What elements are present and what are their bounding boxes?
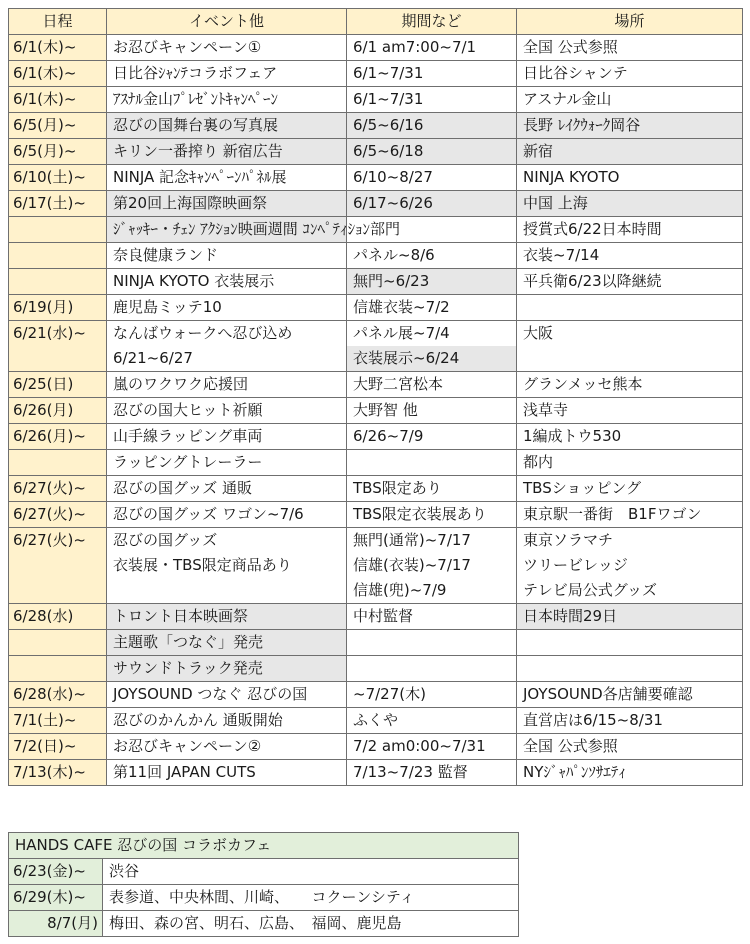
place-line: 日比谷シャンテ (523, 64, 628, 82)
period-cell (347, 760, 517, 786)
event-line: 忍びの国グッズ ワゴン~7/6 (113, 505, 304, 523)
table-row (9, 61, 743, 87)
cafe-title: HANDS CAFE 忍びの国 コラボカフェ (9, 833, 519, 859)
place-line: 浅草寺 (523, 401, 569, 419)
date-cell: 6/10(土)~ (9, 165, 107, 191)
place-cell (517, 424, 743, 450)
place-line: ツリービレッジ (523, 556, 628, 574)
table-row (9, 502, 743, 528)
date-cell: 6/19(月) (9, 295, 107, 321)
period-cell (347, 35, 517, 61)
period-cell (347, 734, 517, 760)
period-cell (347, 528, 517, 604)
period-line: ~7/27(木) (353, 685, 426, 703)
cafe-locations: 梅田、森の宮、明石、広島、 福岡、鹿児島 (103, 911, 519, 937)
place-cell (517, 528, 743, 604)
period-line: TBS限定あり (353, 479, 442, 497)
place-line: 平兵衛6/23以降継続 (523, 272, 662, 290)
place-cell (517, 398, 743, 424)
place-cell (517, 35, 743, 61)
event-line: ｱｽﾅﾙ金山ﾌﾟﾚｾﾞﾝﾄｷｬﾝﾍﾟｰﾝ (113, 90, 279, 108)
period-cell (347, 269, 517, 295)
event-cell (107, 139, 347, 165)
event-cell (107, 476, 347, 502)
header-date: 日程 (9, 9, 107, 35)
period-line: 6/1~7/31 (353, 64, 424, 82)
table-row (9, 191, 743, 217)
place-cell (517, 191, 743, 217)
date-cell: 6/26(月) (9, 398, 107, 424)
period-cell (347, 476, 517, 502)
event-cell (107, 321, 347, 372)
place-cell (517, 656, 743, 682)
date-cell: 7/2(日)~ (9, 734, 107, 760)
period-line: パネル~8/6 (353, 246, 435, 264)
period-cell (347, 604, 517, 630)
place-line: 衣装~7/14 (523, 246, 600, 264)
event-line: キリン一番搾り 新宿広告 (113, 142, 283, 160)
place-line: 東京ソラマチ (523, 531, 614, 549)
date-cell (9, 656, 107, 682)
event-line: 主題歌「つなぐ」発売 (113, 633, 264, 651)
place-line: テレビ局公式グッズ (523, 581, 657, 599)
period-line: 無門~6/23 (353, 272, 430, 290)
period-cell (347, 113, 517, 139)
place-cell (517, 61, 743, 87)
table-row (9, 87, 743, 113)
date-cell: 6/28(水) (9, 604, 107, 630)
cafe-table (8, 832, 519, 937)
period-line: 7/13~7/23 監督 (353, 763, 468, 781)
place-line: 中国 上海 (523, 194, 588, 212)
cafe-row (9, 911, 519, 937)
event-cell (107, 113, 347, 139)
event-line: なんばウォークへ忍び込め (113, 324, 293, 342)
date-cell: 6/1(木)~ (9, 61, 107, 87)
place-cell (517, 113, 743, 139)
place-cell (517, 734, 743, 760)
place-cell (517, 630, 743, 656)
period-line: 6/1~7/31 (353, 90, 424, 108)
period-line: 信雄(衣装)~7/17 (353, 556, 471, 574)
period-line: 6/5~6/16 (353, 116, 424, 134)
table-row (9, 682, 743, 708)
date-cell: 7/13(木)~ (9, 760, 107, 786)
place-line: NINJA KYOTO (523, 168, 620, 186)
cafe-date: 6/23(金)~ (9, 859, 103, 885)
event-line: 第11回 JAPAN CUTS (113, 763, 256, 781)
date-cell: 6/27(火)~ (9, 502, 107, 528)
place-line: JOYSOUND各店舗要確認 (523, 685, 693, 703)
event-cell (107, 656, 347, 682)
place-line: 日本時間29日 (523, 607, 618, 625)
period-line: 信雄衣装~7/2 (353, 298, 450, 316)
event-line: ｼﾞｬｯｷｰ・ﾁｪﾝ ｱｸｼｮﾝ映画週間 ｺﾝﾍﾟﾃｨｼｮﾝ部門 (113, 220, 401, 238)
period-cell (347, 165, 517, 191)
place-line: 1編成トウ530 (523, 427, 622, 445)
period-line: 6/26~7/9 (353, 427, 424, 445)
period-line: 6/5~6/18 (353, 142, 424, 160)
period-line: 大野二宮松本 (353, 375, 444, 393)
event-line (113, 578, 346, 603)
date-cell: 6/26(月)~ (9, 424, 107, 450)
event-cell (107, 295, 347, 321)
period-line: 無門(通常)~7/17 (353, 531, 471, 549)
event-cell (107, 708, 347, 734)
place-cell (517, 476, 743, 502)
place-cell (517, 243, 743, 269)
date-cell: 7/1(土)~ (9, 708, 107, 734)
period-cell (347, 191, 517, 217)
table-row (9, 295, 743, 321)
period-cell (347, 243, 517, 269)
event-line: JOYSOUND つなぐ 忍びの国 (113, 685, 308, 703)
place-cell (517, 604, 743, 630)
period-cell (347, 656, 517, 682)
date-cell: 6/1(木)~ (9, 87, 107, 113)
place-cell (517, 321, 743, 372)
cafe-row (9, 859, 519, 885)
place-cell (517, 87, 743, 113)
header-place: 場所 (517, 9, 743, 35)
place-line: 長野 ﾚｲｸｳｫｰｸ岡谷 (523, 116, 641, 134)
period-line (353, 450, 516, 475)
event-cell (107, 528, 347, 604)
period-line: パネル展~7/4 (353, 324, 450, 342)
period-line: 6/1 am7:00~7/1 (353, 38, 477, 56)
period-line: 7/2 am0:00~7/31 (353, 737, 486, 755)
event-cell (107, 243, 347, 269)
place-line: 大阪 (523, 324, 554, 342)
table-row (9, 243, 743, 269)
cafe-locations: 表参道、中央林間、川崎、 コクーンシティ (103, 885, 519, 911)
table-row (9, 604, 743, 630)
period-line: 6/17~6/26 (353, 194, 433, 212)
event-line: 奈良健康ランド (113, 246, 219, 264)
table-row (9, 321, 743, 372)
event-cell (107, 35, 347, 61)
period-line (353, 630, 516, 655)
table-row (9, 269, 743, 295)
header-row (9, 9, 743, 35)
period-cell (347, 372, 517, 398)
event-line: 忍びの国舞台裏の写真展 (113, 116, 279, 134)
period-cell (347, 682, 517, 708)
event-line: トロント日本映画祭 (113, 607, 249, 625)
table-row (9, 450, 743, 476)
event-cell (107, 682, 347, 708)
event-cell (107, 191, 347, 217)
table-row (9, 760, 743, 786)
period-line: 中村監督 (353, 607, 414, 625)
table-row (9, 217, 743, 243)
table-row (9, 398, 743, 424)
place-cell (517, 269, 743, 295)
event-cell (107, 165, 347, 191)
header-event: イベント他 (107, 9, 347, 35)
place-line: グランメッセ熊本 (523, 375, 643, 393)
table-row (9, 630, 743, 656)
date-cell (9, 269, 107, 295)
date-cell: 6/27(火)~ (9, 476, 107, 502)
period-cell (347, 139, 517, 165)
period-line (353, 656, 516, 681)
period-cell (347, 61, 517, 87)
period-line: 大野智 他 (353, 401, 418, 419)
place-line: アスナル金山 (523, 90, 612, 108)
event-cell (107, 269, 347, 295)
event-line: NINJA KYOTO 衣装展示 (113, 272, 275, 290)
cafe-locations: 渋谷 (103, 859, 519, 885)
event-cell (107, 61, 347, 87)
period-cell (347, 502, 517, 528)
event-line: 忍びの国大ヒット祈願 (113, 401, 263, 419)
event-cell (107, 217, 401, 243)
place-line: TBSショッピング (523, 479, 642, 497)
table-row (9, 528, 743, 604)
place-line: 授賞式6/22日本時間 (523, 220, 662, 238)
table-row (9, 139, 743, 165)
place-cell (517, 139, 743, 165)
period-cell (347, 87, 517, 113)
period-cell (347, 630, 517, 656)
place-line: NYｼﾞｬﾊﾟﾝｿｻｴﾃｨ (523, 763, 626, 781)
cafe-row (9, 885, 519, 911)
event-line: NINJA 記念ｷｬﾝﾍﾟｰﾝﾊﾟﾈﾙ展 (113, 168, 287, 186)
cafe-date: 8/7(月) (9, 911, 103, 937)
event-line: 第20回上海国際映画祭 (113, 194, 268, 212)
event-cell (107, 604, 347, 630)
event-cell (107, 502, 347, 528)
date-cell (9, 217, 107, 243)
event-cell (107, 734, 347, 760)
period-cell (347, 398, 517, 424)
date-cell: 6/21(水)~ (9, 321, 107, 372)
event-line: 山手線ラッピング車両 (113, 427, 263, 445)
date-cell: 6/28(水)~ (9, 682, 107, 708)
place-line (523, 295, 742, 320)
period-cell (347, 450, 517, 476)
event-cell (107, 630, 347, 656)
table-row (9, 476, 743, 502)
place-cell (517, 682, 743, 708)
table-row (9, 35, 743, 61)
period-cell (347, 424, 517, 450)
period-line: ふくや (353, 711, 399, 729)
event-cell (107, 760, 347, 786)
event-cell (107, 424, 347, 450)
table-row (9, 708, 743, 734)
place-cell (517, 708, 743, 734)
event-line: 6/21~6/27 (113, 349, 193, 367)
place-cell (517, 165, 743, 191)
place-cell (517, 217, 743, 243)
event-line: ラッピングトレーラー (113, 453, 263, 471)
place-cell (517, 760, 743, 786)
place-line (523, 630, 742, 655)
table-row (9, 656, 743, 682)
period-cell (347, 321, 517, 372)
place-line (523, 346, 742, 371)
event-line: お忍びキャンペーン② (113, 737, 262, 755)
date-cell: 6/27(火)~ (9, 528, 107, 604)
event-cell (107, 87, 347, 113)
event-line: お忍びキャンペーン① (113, 38, 262, 56)
event-line: サウンドトラック発売 (113, 659, 263, 677)
date-cell: 6/17(土)~ (9, 191, 107, 217)
period-cell (347, 295, 517, 321)
place-line: 東京駅一番街 B1Fワゴン (523, 505, 702, 523)
place-line: 全国 公式参照 (523, 38, 618, 56)
event-line: 衣装展・TBS限定商品あり (113, 556, 292, 574)
cafe-title-row (9, 833, 519, 859)
table-row (9, 424, 743, 450)
place-cell (517, 450, 743, 476)
event-line: 日比谷ｼｬﾝﾃコラボフェア (113, 64, 278, 82)
period-cell (347, 708, 517, 734)
place-line: 全国 公式参照 (523, 737, 618, 755)
event-line: 嵐のワクワク応援団 (113, 375, 249, 393)
event-cell (107, 372, 347, 398)
cafe-date: 6/29(木)~ (9, 885, 103, 911)
date-cell (9, 243, 107, 269)
date-cell (9, 450, 107, 476)
table-row (9, 734, 743, 760)
place-cell (517, 372, 743, 398)
table-row (9, 165, 743, 191)
table-row (9, 113, 743, 139)
table-row (9, 372, 743, 398)
place-line: 都内 (523, 453, 554, 471)
place-cell (517, 295, 743, 321)
period-line: TBS限定衣装展あり (353, 505, 487, 523)
event-line: 忍びの国グッズ 通販 (113, 479, 253, 497)
event-line: 忍びのかんかん 通販開始 (113, 711, 283, 729)
date-cell: 6/1(木)~ (9, 35, 107, 61)
event-line: 鹿児島ミッテ10 (113, 298, 222, 316)
place-line (523, 656, 742, 681)
date-cell (9, 630, 107, 656)
place-cell (517, 502, 743, 528)
header-period: 期間など (347, 9, 517, 35)
event-cell (107, 450, 347, 476)
period-line: 衣装展示~6/24 (347, 346, 516, 371)
schedule-table (8, 8, 743, 786)
place-line: 新宿 (523, 142, 554, 160)
date-cell: 6/25(日) (9, 372, 107, 398)
date-cell: 6/5(月)~ (9, 113, 107, 139)
period-line: 信雄(兜)~7/9 (353, 581, 447, 599)
event-line: 忍びの国グッズ (113, 531, 218, 549)
period-line: 6/10~8/27 (353, 168, 433, 186)
place-line: 直営店は6/15~8/31 (523, 711, 663, 729)
event-cell (107, 398, 347, 424)
date-cell: 6/5(月)~ (9, 139, 107, 165)
